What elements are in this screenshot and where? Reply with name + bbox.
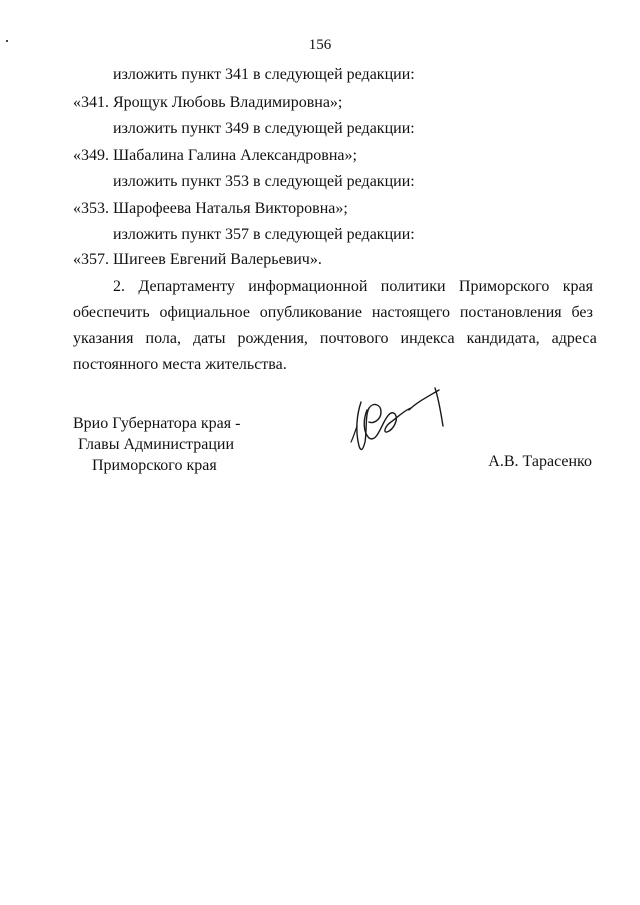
amendment-entry: «357. Шигеев Евгений Валерьевич».	[73, 251, 322, 268]
handwritten-signature	[343, 380, 463, 460]
amendment-entry: «341. Ярощук Любовь Владимировна»;	[73, 94, 343, 111]
signer-name: А.В. Тарасенко	[488, 453, 592, 470]
paragraph-2-line-4: постоянного места жительства.	[73, 356, 287, 373]
paragraph-2-line-3: указания пола, даты рождения, почтового индекса кандидата, адреса	[73, 330, 597, 347]
amendment-instruction: изложить пункт 353 в следующей редакции:	[113, 173, 415, 190]
amendment-entry: «353. Шарофеева Наталья Викторовна»;	[73, 200, 348, 217]
signatory-title-line: Главы Администрации	[78, 436, 235, 453]
paragraph-2-line-2: обеспечить официальное опубликование настоящего постановления без	[73, 304, 593, 321]
amendment-instruction: изложить пункт 349 в следующей редакции:	[113, 120, 415, 137]
signatory-title-line: Приморского края	[92, 457, 217, 474]
signatory-title	[73, 413, 240, 476]
signatory-title-line: Врио Губернатора края -	[73, 415, 241, 432]
amendment-entry: «349. Шабалина Галина Александровна»;	[73, 147, 357, 164]
paragraph-2-line-1: 2. Департаменту информационной политики Приморского края	[113, 278, 593, 295]
amendment-instruction: изложить пункт 357 в следующей редакции:	[113, 226, 415, 243]
page-number: 156	[308, 37, 332, 53]
amendment-instruction: изложить пункт 341 в следующей редакции:	[113, 66, 415, 83]
